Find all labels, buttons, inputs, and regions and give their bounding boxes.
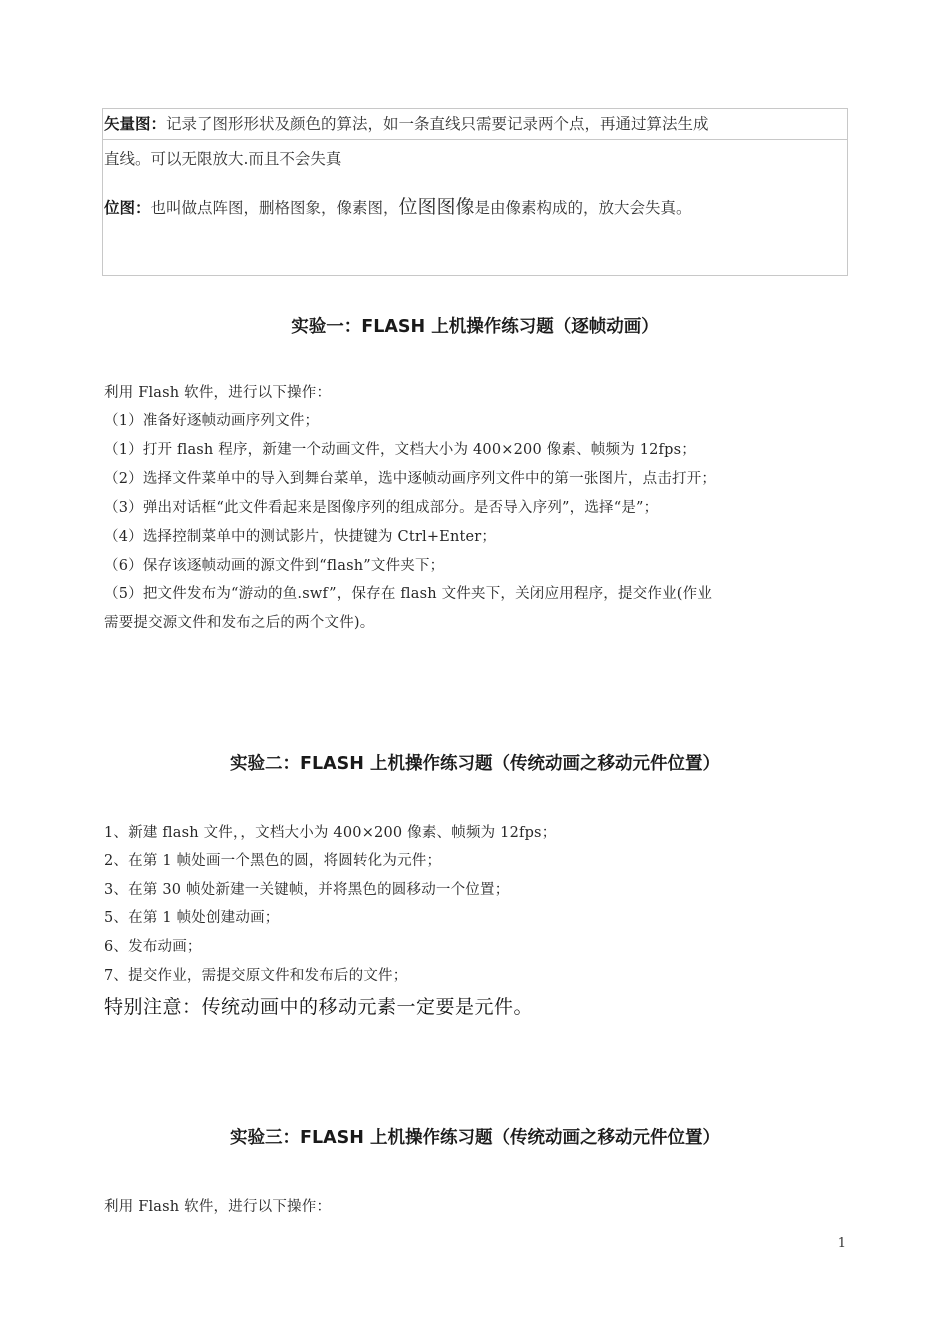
experiment1-step: （4）选择控制菜单中的测试影片，快捷键为 Ctrl+Enter； — [104, 529, 497, 545]
experiment1-step: （1）准备好逐帧动画序列文件； — [104, 413, 320, 429]
vector-term: 矢量图： — [104, 115, 167, 133]
experiment1-intro: 利用 Flash 软件，进行以下操作： — [104, 385, 332, 401]
experiment3-title: 实验三：FLASH 上机操作练习题（传统动画之移动元件位置） — [230, 1128, 720, 1148]
experiment1-step: 需要提交源文件和发布之后的两个文件)。 — [104, 615, 375, 631]
divider — [103, 139, 847, 140]
experiment2-step: 1、新建 flash 文件，，文档大小为 400×200 像素、帧频为 12fps； — [104, 825, 557, 841]
vector-definition-text: 记录了图形形状及颜色的算法，如一条直线只需要记录两个点，再通过算法生成 — [166, 115, 709, 133]
experiment2-step: 2、在第 1 帧处画一个黑色的圆，将圆转化为元件； — [104, 853, 442, 869]
bitmap-text-part2: 是由像素构成的，放大会失真。 — [474, 199, 692, 217]
experiment1-title: 实验一：FLASH 上机操作练习题（逐帧动画） — [291, 317, 659, 337]
experiment1-step: （6）保存该逐帧动画的源文件到“flash”文件夹下； — [104, 558, 445, 574]
vector-definition-line1 — [104, 112, 709, 134]
experiment1-step: （3）弹出对话框“此文件看起来是图像序列的组成部分。是否导入序列”，选择“是”； — [104, 500, 659, 516]
bitmap-text-part1: 也叫做点阵图，删格图象，像素图， — [150, 199, 399, 217]
experiment2-step: 3、在第 30 帧处新建一关键帧，并将黑色的圆移动一个位置； — [104, 882, 510, 898]
experiment2-step: 6、发布动画； — [104, 939, 202, 955]
experiment2-note: 特别注意：传统动画中的移动元素一定要是元件。 — [104, 996, 534, 1018]
bitmap-text-emphasis: 位图图像 — [398, 196, 475, 218]
experiment1-step: （2）选择文件菜单中的导入到舞台菜单，选中逐帧动画序列文件中的第一张图片，点击打开； — [104, 471, 717, 487]
bitmap-definition — [104, 192, 692, 219]
experiment2-title: 实验二：FLASH 上机操作练习题（传统动画之移动元件位置） — [230, 754, 720, 774]
experiment1-step: （5）把文件发布为“游动的鱼.swf”，保存在 flash 文件夹下，关闭应用程序，提交作业(作业 — [104, 586, 713, 602]
vector-definition-line2: 直线。可以无限放大.而且不会失真 — [104, 150, 342, 168]
bitmap-term: 位图： — [104, 199, 151, 217]
experiment2-step: 7、提交作业，需提交原文件和发布后的文件； — [104, 968, 408, 984]
page-number: 1 — [837, 1236, 846, 1251]
experiment2-step: 5、在第 1 帧处创建动画； — [104, 910, 280, 926]
experiment3-intro: 利用 Flash 软件，进行以下操作： — [104, 1199, 332, 1215]
experiment1-step: （1）打开 flash 程序，新建一个动画文件，文档大小为 400×200 像素、帧频为 12fps； — [104, 442, 696, 458]
